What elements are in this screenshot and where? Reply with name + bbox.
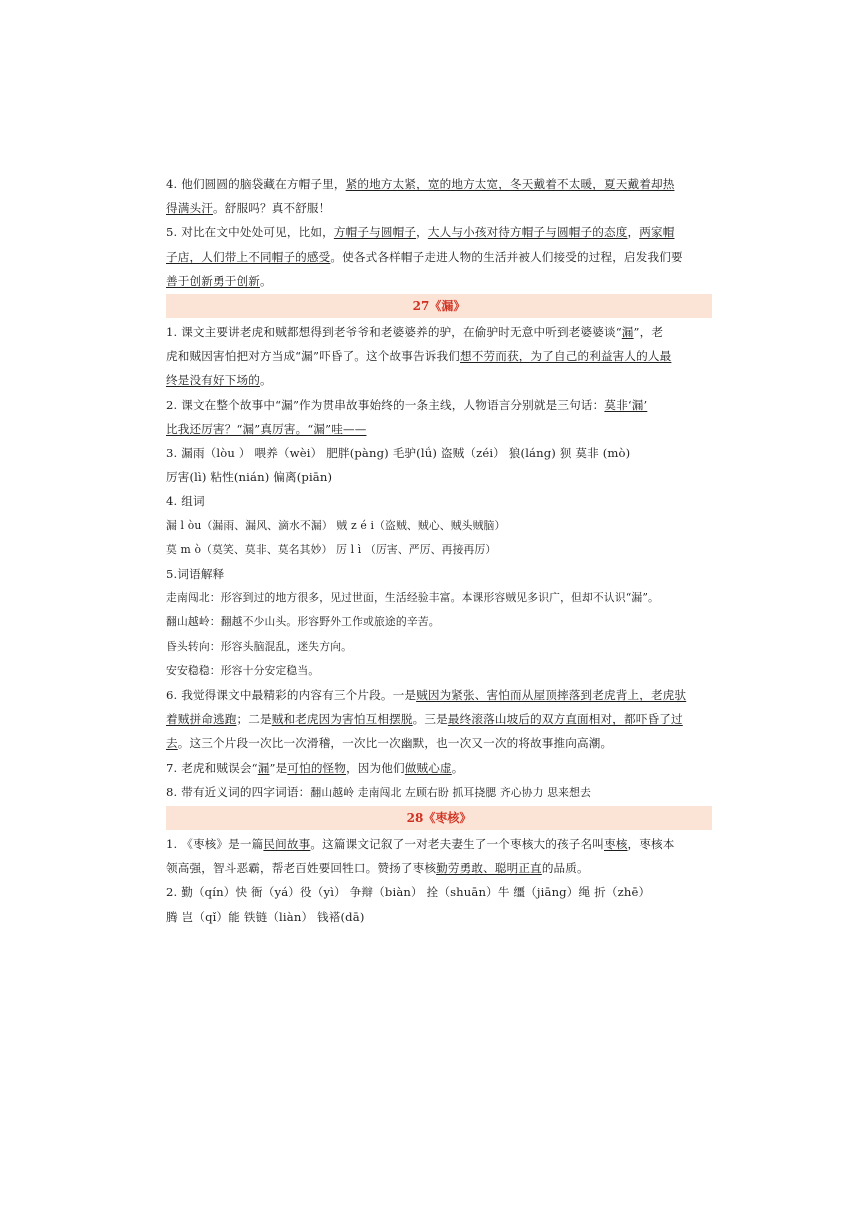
text: 2. 课文在整个故事中“漏”作为贯串故事始终的一条主线，人物语言分别就是三句话： (166, 397, 605, 412)
item-27-4-line-1 (166, 514, 712, 538)
text: 2. 勤（qín）快 衙（yá）役（yì） 争辩（biàn） 拴（shuān）牛 缰（jiāng）绳 折（zhē） (166, 885, 651, 900)
underlined-text: 勤劳勇敢、聪明正直 (436, 861, 542, 876)
section-title: 27《漏》 (412, 299, 466, 314)
text: 1. 《枣核》是一篇 (166, 837, 264, 852)
underlined-text: 最终滚落山坡后的双方直面相对，都吓昏了过 (447, 712, 683, 727)
text: 。使各式各样帽子走进人物的生活并被人们接受的过程，启发我们要 (330, 249, 683, 264)
item-27-1-line-2 (166, 344, 712, 368)
item-27-4-head (166, 489, 712, 513)
text: ；二是 (236, 712, 272, 727)
text: ，因为他们 (346, 760, 405, 775)
text: 1. 课文主要讲老虎和贼都想得到老爷爷和老婆婆养的驴，在偷驴时无意中听到老婆婆谈“ (166, 325, 622, 340)
item-28-2-line-2 (166, 905, 712, 929)
idiom-list: 翻山越岭 走南闯北 左顾右盼 抓耳挠腮 齐心协力 思来想去 (310, 785, 592, 799)
section-title: 28《枣核》 (406, 811, 472, 826)
item-27-5-line-2 (166, 610, 712, 634)
text: 4. 他们圆圆的脑袋藏在方帽子里， (166, 177, 346, 191)
underlined-text: 两家帽 (639, 225, 675, 240)
item-26-5-line-2 (166, 245, 712, 269)
underlined-text: 得满头汗 (166, 201, 213, 216)
item-27-1-line-3 (166, 368, 712, 392)
item-27-6-line-3 (166, 731, 712, 755)
item-26-5-line-3 (166, 269, 712, 293)
text: 。 (451, 760, 464, 775)
section-header-27 (166, 294, 712, 318)
underlined-text: 善于创新勇于创新 (166, 273, 260, 288)
text: 。舒服吗？真不舒服！ (212, 201, 331, 216)
item-26-4-line-2 (166, 196, 712, 220)
item-27-2-line-2 (166, 417, 712, 441)
text: 走南闯北：形容到过的地方很多，见过世面，生活经验丰富。本课形容贼见多识广，但却不认识“漏”。 (166, 591, 659, 605)
text: 6. 我觉得课文中最精彩的内容有三个片段。一是 (166, 688, 417, 703)
text: 。 (259, 373, 272, 388)
item-28-1-line-2 (166, 856, 712, 880)
text: ”是 (269, 760, 288, 775)
underlined-text: 贼因为紧张、害怕而从屋顶摔落到老虎背上，老虎驮 (416, 688, 687, 703)
underlined-text: 大人与小孩对待方帽子与圆帽子的态度 (427, 225, 628, 240)
underlined-text: 莫非‘漏’ (604, 397, 648, 412)
item-27-5-head (166, 562, 712, 586)
underlined-text: 漏 (621, 325, 634, 340)
underlined-text: 终是没有好下场的 (166, 373, 260, 388)
text: 7. 老虎和贼误会“ (166, 760, 258, 775)
text: 3. 漏雨（lòu ） 喂养（wèi） 肥胖(pàng) 毛驴(lǘ) 盗贼（zéi） 狼(láng) 狈 莫非 (mò) (166, 446, 631, 461)
item-27-3-line-1 (166, 441, 712, 465)
document-page (166, 172, 712, 929)
underlined-text: 贼和老虎因为害怕互相摆脱 (271, 712, 413, 727)
text: 的品质。 (541, 861, 589, 876)
item-27-5-line-1 (166, 586, 712, 610)
item-27-3-line-2 (166, 465, 712, 489)
item-26-4-line-1 (166, 172, 712, 196)
text: 。三是 (412, 712, 448, 727)
item-28-2-line-1 (166, 880, 712, 904)
text: 5.词语解释 (166, 567, 225, 582)
text: 8. 带有近义词的四字词语： (166, 784, 311, 799)
underlined-text: 紧的地方太紧，宽的地方太宽，冬天戴着不太暖，夏天戴着却热 (345, 177, 675, 191)
text: ， (627, 225, 640, 240)
item-27-1-line-1 (166, 320, 712, 344)
item-27-7 (166, 756, 712, 780)
text: 漏 l òu（漏雨、漏风、滴水不漏） 贼 z é i（盗贼、贼心、贼头贼脑） (166, 518, 506, 532)
underlined-text: 比我还厉害？“漏”真厉害。“漏”哇—— (166, 421, 367, 436)
item-26-5-line-1 (166, 220, 712, 244)
underlined-text: 做贼心虚 (404, 760, 452, 775)
text: ， (416, 225, 428, 240)
underlined-text: 想不劳而获，为了自己的利益害人的人最 (460, 349, 672, 364)
text: 虎和贼因害怕把对方当成“漏”吓昏了。这个故事告诉我们 (166, 349, 461, 364)
underlined-text: 着贼拼命逃跑 (166, 712, 237, 727)
text: 。这三个片段一次比一次滑稽，一次比一次幽默，也一次又一次的将故事推向高潮。 (177, 736, 613, 751)
underlined-text: 民间故事 (263, 837, 311, 852)
text: 莫 m ò（莫笑、莫非、莫名其妙） 厉 l ì （厉害、严厉、再接再厉） (166, 542, 497, 556)
underlined-text: 漏 (257, 760, 270, 775)
underlined-text: 方帽子与圆帽子 (333, 225, 417, 240)
text: 4. 组词 (166, 494, 205, 509)
underlined-text: 去 (166, 736, 178, 751)
text: 。这篇课文记叙了一对老夫妻生了一个枣核大的孩子名叫 (310, 837, 604, 852)
section-header-28 (166, 806, 712, 830)
item-27-8 (166, 780, 712, 805)
underlined-text: 可怕的怪物 (287, 760, 347, 775)
text: 5. 对比在文中处处可见，比如， (166, 225, 334, 240)
item-27-6-line-1 (166, 683, 712, 707)
text: ”，老 (633, 325, 664, 340)
item-27-5-line-4 (166, 659, 712, 683)
underlined-text: 枣核 (604, 837, 628, 852)
text: ，枣核本 (627, 837, 675, 852)
underlined-text: 子店，人们带上不同帽子的感受 (166, 249, 331, 264)
item-27-6-line-2 (166, 707, 712, 731)
text: 腾 岂（qǐ）能 铁链（liàn） 钱褡(dā) (166, 909, 365, 924)
text: 安安稳稳：形容十分安定稳当。 (166, 663, 320, 677)
text: 昏头转向：形容头脑混乱，迷失方向。 (166, 639, 353, 653)
text: 翻山越岭：翻越不少山头。形容野外工作或旅途的辛苦。 (166, 615, 440, 629)
text: 领高强，智斗恶霸，帮老百姓要回牲口。赞扬了枣核 (166, 861, 437, 876)
item-28-1-line-1 (166, 832, 712, 856)
text: 厉害(lì) 粘性(nián) 偏离(piān) (166, 470, 333, 485)
item-27-2-line-1 (166, 393, 712, 417)
text: 。 (259, 273, 272, 288)
item-27-4-line-2 (166, 538, 712, 562)
item-27-5-line-3 (166, 635, 712, 659)
